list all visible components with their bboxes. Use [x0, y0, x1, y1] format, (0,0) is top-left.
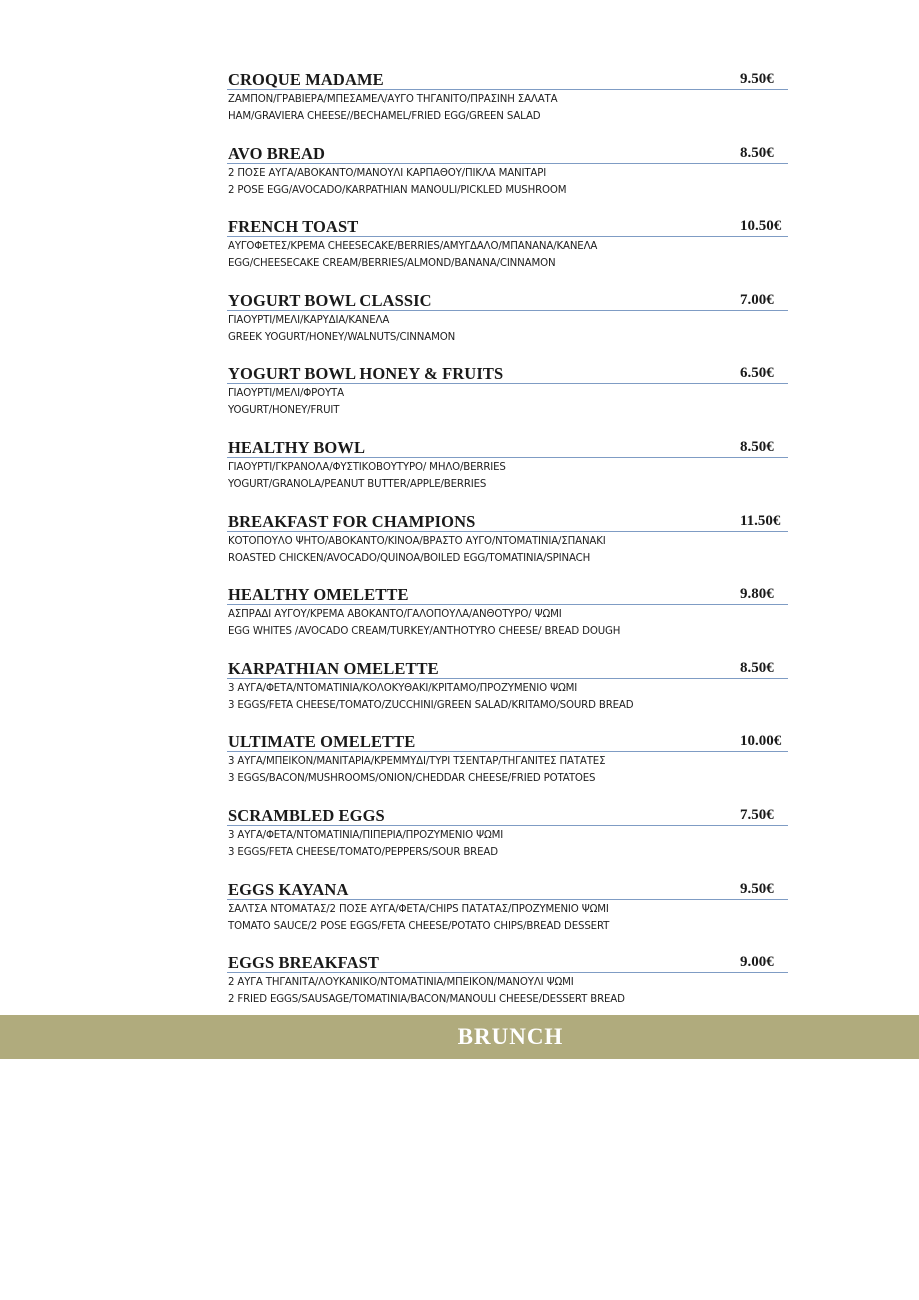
item-name: HEALTHY BOWL: [228, 437, 366, 457]
item-name: KARPATHIAN OMELETTE: [228, 658, 439, 678]
menu-item: [227, 585, 788, 659]
menu-item: [227, 732, 788, 806]
menu-item: [227, 880, 788, 954]
item-description-greek: 2 ΑΥΓΑ ΤΗΓΑΝΙΤΑ/ΛΟΥΚΑΝΙΚΟ/ΝΤΟΜΑΤΙΝΙΑ/ΜΠΕΙΚΟΝ/ΜΑΝΟΥΛΙ ΨΩΜΙ: [228, 977, 574, 989]
item-description-english: HAM/GRAVIERA CHEESE//BECHAMEL/FRIED EGG/GREEN SALAD: [228, 111, 541, 122]
menu-item: [227, 438, 788, 512]
item-description-english: 2 POSE EGG/AVOCADO/KARPATHIAN MANOULI/PICKLED MUSHROOM: [228, 184, 567, 196]
menu-item: [227, 512, 788, 586]
menu-item-header: [227, 659, 788, 679]
item-description-greek: 2 ΠΟΣΕ ΑΥΓΑ/ΑΒΟΚΑΝΤΟ/ΜΑΝΟΥΛΙ ΚΑΡΠΑΘΟΥ/ΠΙΚΛΑ ΜΑΝΙΤΑΡΙ: [228, 167, 547, 179]
menu-item: [227, 659, 788, 733]
item-description-greek: ΑΥΓΟΦΕΤΕΣ/ΚΡΕΜΑ CHEESECAKE/BERRIES/ΑΜΥΓΔΑΛΟ/ΜΠΑΝΑΝΑ/ΚΑΝΕΛΑ: [228, 241, 598, 253]
menu-item-header: [227, 70, 788, 90]
item-description-greek: ΓΙΑΟΥΡΤΙ/ΜΕΛΙ/ΦΡΟΥΤΑ: [228, 388, 344, 400]
item-name: AVO BREAD: [228, 143, 325, 163]
item-description-english: 3 EGGS/FETA CHEESE/TOMATO/PEPPERS/SOUR BREAD: [228, 846, 498, 858]
menu-item-header: [227, 953, 788, 973]
menu-item: [227, 144, 788, 218]
item-description-english: GREEK YOGURT/HONEY/WALNUTS/CINNAMON: [228, 331, 456, 343]
menu-item-header: [227, 732, 788, 752]
item-name: YOGURT BOWL HONEY & FRUITS: [228, 364, 504, 384]
menu-item-header: [227, 217, 788, 237]
menu-item: [227, 217, 788, 291]
item-description-english: EGG WHITES /AVOCADO CREAM/TURKEY/ANTHOTYRO CHEESE/ BREAD DOUGH: [228, 626, 621, 638]
menu-item: [227, 806, 788, 880]
item-price: 7.50€: [740, 806, 774, 823]
menu-item-header: [227, 438, 788, 458]
item-name: HEALTHY OMELETTE: [228, 585, 409, 605]
item-description-greek: ΑΣΠΡΑΔΙ ΑΥΓΟΥ/ΚΡΕΜΑ ΑΒΟΚΑΝΤΟ/ΓΑΛΟΠΟΥΛΑ/ΑΝΘΟΤΥΡΟ/ ΨΩΜΙ: [228, 609, 562, 621]
item-description-english: 2 FRIED EGGS/SAUSAGE/TOMATINIA/BACON/MANOULI CHEESE/DESSERT BREAD: [228, 994, 625, 1006]
menu-item-header: [227, 880, 788, 900]
menu-item-header: [227, 144, 788, 164]
item-price: 8.50€: [740, 144, 774, 161]
item-description-english: 3 EGGS/FETA CHEESE/TOMATO/ZUCCHINI/GREEN SALAD/KRITAMO/SOURD BREAD: [228, 699, 634, 711]
menu-item-header: [227, 512, 788, 532]
item-price: 10.50€: [740, 218, 782, 235]
item-description-english: TOMATO SAUCE/2 POSE EGGS/FETA CHEESE/POTATO CHIPS/BREAD DESSERT: [228, 920, 610, 932]
item-name: EGGS KAYANA: [228, 879, 349, 899]
item-price: 9.50€: [740, 880, 774, 897]
item-price: 6.50€: [740, 365, 774, 382]
item-name: CROQUE MADAME: [228, 70, 384, 89]
item-price: 9.00€: [740, 954, 774, 971]
item-name: ULTIMATE OMELETTE: [228, 732, 416, 752]
item-price: 10.00€: [740, 733, 782, 750]
item-description-greek: ΖΑΜΠΟΝ/ΓΡΑΒΙΕΡΑ/ΜΠΕΣΑΜΕΛ/ΑΥΓΟ ΤΗΓΑΝΙΤΟ/ΠΡΑΣΙΝΗ ΣΑΛΑΤΑ: [228, 94, 558, 105]
item-description-english: YOGURT/HONEY/FRUIT: [228, 405, 340, 417]
item-price: 8.50€: [740, 438, 774, 455]
item-price: 7.00€: [740, 291, 774, 308]
item-name: FRENCH TOAST: [228, 217, 359, 237]
item-name: BREAKFAST FOR CHAMPIONS: [228, 511, 476, 531]
item-name: YOGURT BOWL CLASSIC: [228, 290, 432, 310]
menu-item-header: [227, 585, 788, 605]
menu-item-header: [227, 806, 788, 826]
menu-item-header: [227, 291, 788, 311]
item-price: 9.50€: [740, 71, 774, 87]
menu-item: [227, 70, 788, 144]
item-description-greek: ΚΟΤΟΠΟΥΛΟ ΨΗΤΟ/ΑΒΟΚΑΝΤΟ/ΚΙΝΟΑ/ΒΡΑΣΤΟ ΑΥΓΟ/ΝΤΟΜΑΤΙΝΙΑ/ΣΠΑΝΑΚΙ: [228, 535, 606, 547]
item-description-english: YOGURT/GRANOLA/PEANUT BUTTER/APPLE/BERRIES: [228, 478, 487, 490]
item-price: 11.50€: [740, 512, 781, 529]
item-description-greek: 3 ΑΥΓΑ/ΜΠΕΙΚΟΝ/ΜΑΝΙΤΑΡΙΑ/ΚΡΕΜΜΥΔΙ/ΤΥΡΙ ΤΣΕΝΤΑΡ/ΤΗΓΑΝΙΤΕΣ ΠΑΤΑΤΕΣ: [228, 756, 606, 768]
menu-list: [227, 70, 788, 1027]
menu-item: [227, 291, 788, 365]
item-description-english: 3 EGGS/BACON/MUSHROOMS/ONION/CHEDDAR CHEESE/FRIED POTATOES: [228, 773, 596, 785]
item-price: 8.50€: [740, 659, 774, 676]
item-description-greek: ΓΙΑΟΥΡΤΙ/ΓΚΡΑΝΟΛΑ/ΦΥΣΤΙΚΟΒΟΥΤΥΡΟ/ ΜΗΛΟ/BERRIES: [228, 461, 506, 473]
section-title: BRUNCH: [457, 1024, 564, 1049]
item-description-english: ROASTED CHICKEN/AVOCADO/QUINOA/BOILED EGG/TOMATINIA/SPINACH: [228, 552, 591, 564]
section-banner: [0, 1015, 919, 1059]
item-price: 9.80€: [740, 586, 774, 603]
item-description-greek: ΣΑΛΤΣΑ ΝΤΟΜΑΤΑΣ/2 ΠΟΣΕ ΑΥΓΑ/ΦΕΤΑ/CHIPS ΠΑΤΑΤΑΣ/ΠΡΟΖΥΜΕΝΙΟ ΨΩΜΙ: [228, 903, 609, 915]
item-description-greek: ΓΙΑΟΥΡΤΙ/ΜΕΛΙ/ΚΑΡΥΔΙΑ/ΚΑΝΕΛΑ: [228, 314, 390, 326]
item-description-greek: 3 ΑΥΓΑ/ΦΕΤΑ/ΝΤΟΜΑΤΙΝΙΑ/ΚΟΛΟΚΥΘΑΚΙ/ΚΡΙΤΑΜΟ/ΠΡΟΖΥΜΕΝΙΟ ΨΩΜΙ: [228, 682, 578, 694]
item-description-english: EGG/CHEESECAKE CREAM/BERRIES/ALMOND/BANANA/CINNAMON: [228, 258, 556, 270]
menu-item: [227, 364, 788, 438]
item-description-greek: 3 ΑΥΓΑ/ΦΕΤΑ/ΝΤΟΜΑΤΙΝΙΑ/ΠΙΠΕΡΙΑ/ΠΡΟΖΥΜΕΝΙΟ ΨΩΜΙ: [228, 829, 504, 841]
item-name: EGGS BREAKFAST: [228, 953, 380, 973]
menu-item-header: [227, 364, 788, 384]
item-name: SCRAMBLED EGGS: [228, 805, 385, 825]
